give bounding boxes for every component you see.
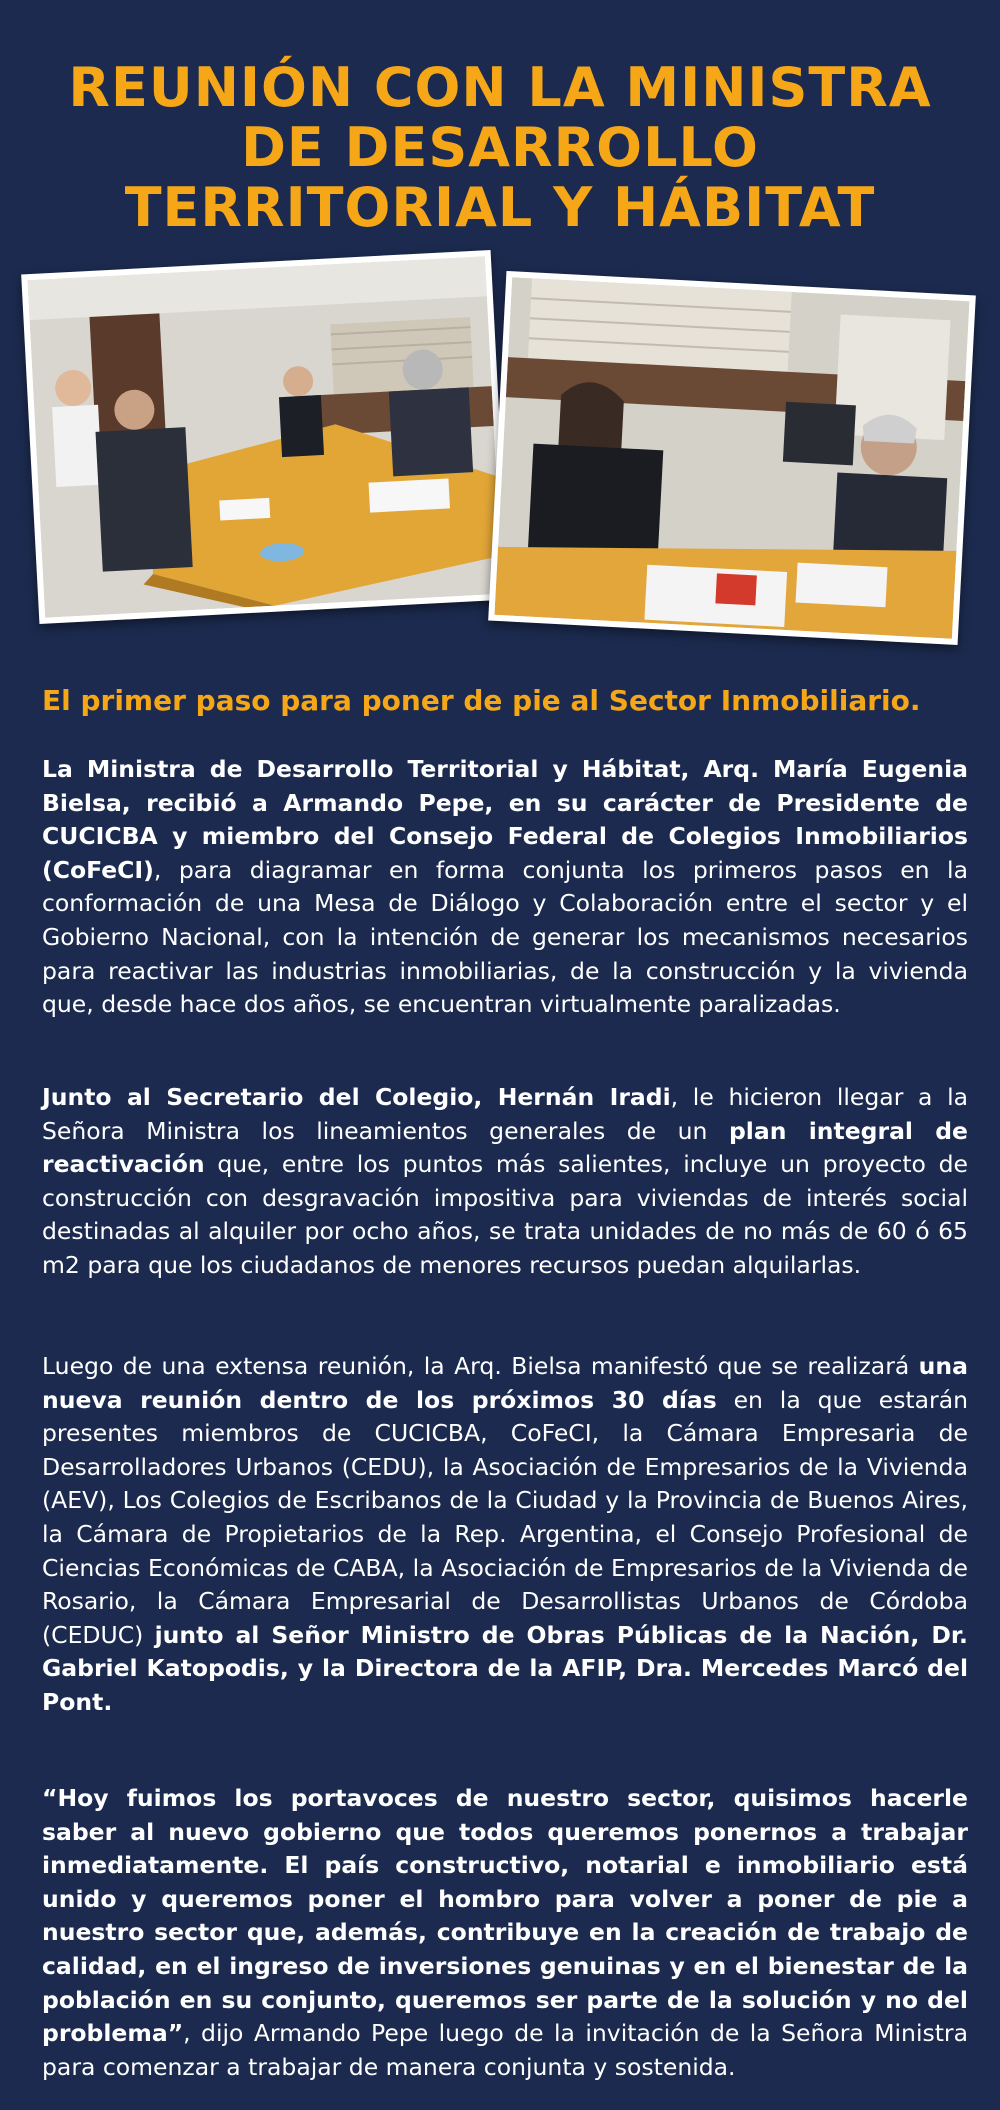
meeting-photo-right	[488, 271, 976, 645]
paragraph-3-bold-2: junto al Señor Ministro de Obras Públicas de la Nación, Dr. Gabriel Katopodis, y la Directora de la AFIP, Dra. Mercedes Marcó del Pont.	[42, 1620, 968, 1716]
paragraph-3	[42, 1350, 968, 1720]
title-line-3: TERRITORIAL Y HÁBITAT	[124, 176, 876, 239]
paragraph-4-quote	[42, 1782, 968, 2084]
paragraph-3-text-2: en la que estarán presentes miembros de CUCICBA, CoFeCI, la Cámara Empresaria de Desarrolladores Urbanos (CEDU), la Asociación de Empresarios de la Vivienda (AEV), Los Colegios de Escribanos de la Ciudad y la Provincia de Buenos Aires, la Cámara de Propietarios de la Rep. Argentina, el Consejo Profesional de Ciencias Económicas de CABA, la Asociación de Empresarios de la Vivienda de Rosario, la Cámara Empresarial de Desarrollistas Urbanos de Córdoba (CEDUC)	[42, 1385, 969, 1649]
paragraph-2-bold-2: plan integral de reactivación	[42, 1116, 968, 1179]
meeting-photo-right-image	[494, 277, 969, 639]
paragraph-1-bold: La Ministra de Desarrollo Territorial y Hábitat, Arq. María Eugenia Bielsa, recibió a Armando Pepe, en su carácter de Presidente de CUCICBA y miembro del Consejo Federal de Colegios Inmobiliarios (CoFeCI)	[42, 755, 968, 884]
article-title	[40, 58, 960, 238]
title-line-2: DE DESARROLLO	[241, 116, 759, 179]
paragraph-3-bold-1: una nueva reunión dentro de los próximos 30 días	[42, 1352, 968, 1414]
quote-bold: “Hoy fuimos los portavoces de nuestro sector, quisimos hacerle saber al nuevo gobierno que todos queremos ponernos a trabajar inmediatamente. El país constructivo, notarial e inmobiliario está unido y queremos poner el hombro para volver a poner de pie a nuestro sector que, además, contribuye en la creación de trabajo de calidad, en el ingreso de inversiones genuinas y en el bienestar de la población en su conjunto, queremos ser parte de la solución y no del problema”	[42, 1784, 968, 2048]
meeting-photo-left-image	[27, 256, 502, 618]
paragraph-2	[42, 1081, 968, 1283]
article-subtitle: El primer paso para poner de pie al Sector Inmobiliario.	[42, 684, 921, 717]
paragraph-2-text-1: , le hicieron llegar a la Señora Ministra los lineamientos generales de un	[42, 1083, 969, 1145]
paragraph-1-text: , para diagramar en forma conjunta los primeros pasos en la conformación de una Mesa de Diálogo y Colaboración entre el sector y el Gobierno Nacional, con la intención de generar los mecanismos necesarios para reactivar las industrias inmobiliarias, de la construcción y la vivienda que, desde hace dos años, se encuentran virtualmente paralizadas.	[42, 855, 968, 1019]
paragraph-2-text-2: que, entre los puntos más salientes, incluye un proyecto de construcción con desgravación impositiva para viviendas de interés social destinadas al alquiler por ocho años, se trata unidades de no más de 60 ó 65 m2 para que los ciudadanos de menores recursos puedan alquilarlas.	[42, 1150, 968, 1279]
paragraph-1	[42, 753, 968, 1022]
paragraph-3-text-1: Luego de una extensa reunión, la Arq. Bielsa manifestó que se realizará	[42, 1352, 919, 1380]
title-line-1: REUNIÓN CON LA MINISTRA	[68, 56, 932, 119]
quote-attribution: , dijo Armando Pepe luego de la invitación de la Señora Ministra para comenzar a trabajar de manera conjunta y sostenida.	[42, 2019, 968, 2081]
meeting-photo-left	[21, 250, 509, 624]
paragraph-2-bold-1: Junto al Secretario del Colegio, Hernán Iradi	[42, 1083, 671, 1111]
